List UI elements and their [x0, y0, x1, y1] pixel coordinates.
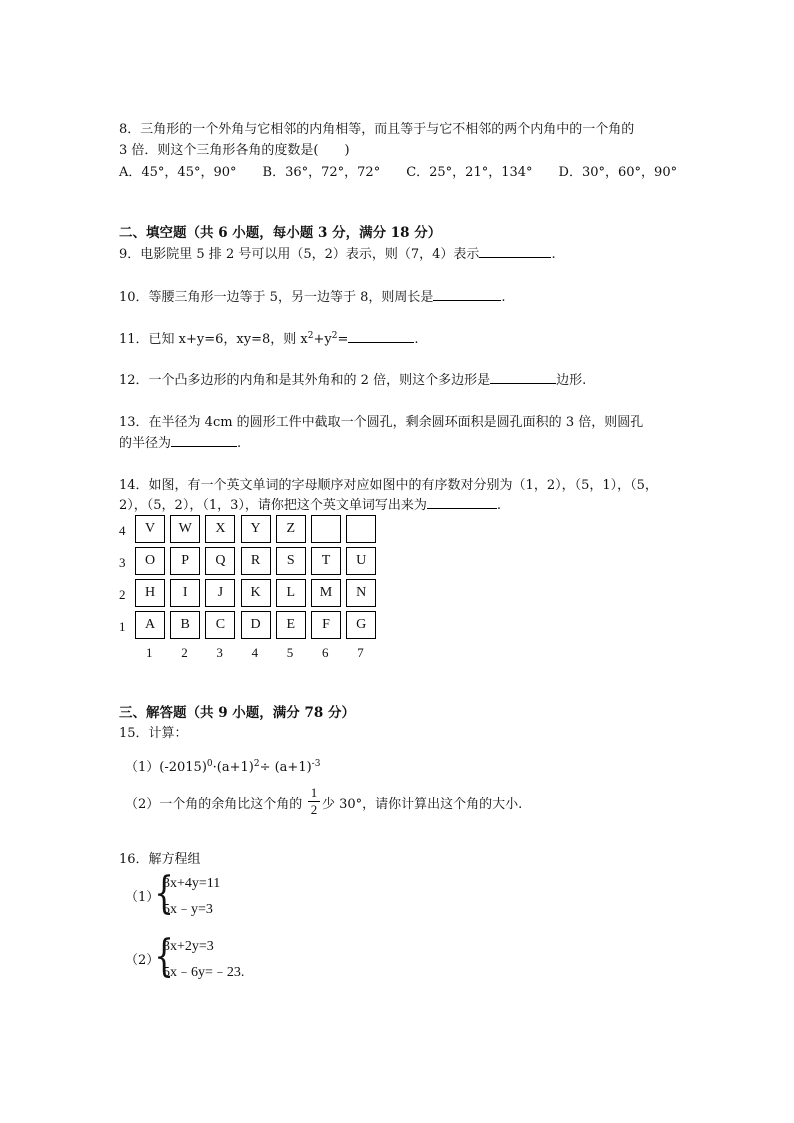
left-brace-icon: { [154, 931, 174, 982]
grid-cell: N [346, 579, 376, 607]
q15-part1 [125, 756, 320, 775]
q12-end: 边形. [556, 373, 587, 388]
q11-mid: +y [313, 332, 332, 347]
q13-answer-blank[interactable] [171, 434, 237, 447]
q16-p1-label: （1） [125, 890, 160, 905]
grid-col-label: 5 [286, 645, 294, 660]
grid-cell: X [205, 515, 235, 543]
grid-cell: F [311, 611, 341, 639]
grid-col-label: 1 [146, 645, 153, 660]
q12 [119, 369, 586, 388]
grid-col-label: 6 [322, 645, 329, 660]
grid-cell: U [346, 547, 376, 575]
grid-cell: G [346, 611, 376, 639]
q15-p1-e3: -3 [311, 759, 321, 769]
q16-title: 16．解方程组 [119, 852, 201, 867]
q14-line1: 14．如图，有一个英文单词的字母顺序对应如图中的有序数对分别为（1，2），（5，1），（5， [119, 478, 658, 493]
grid-row-label: 4 [119, 523, 126, 538]
grid-cell: P [170, 547, 200, 575]
q13-end: . [237, 436, 242, 451]
grid-cell: B [170, 611, 200, 639]
section-2-title: 二、填空题（共 6 小题，每小题 3 分，满分 18 分） [119, 225, 442, 241]
q11 [119, 328, 418, 347]
q10-end: . [501, 290, 506, 305]
q15-title: 15．计算： [119, 726, 188, 741]
fraction-denominator: 2 [310, 802, 318, 817]
q15-p1-e1: 0 [206, 759, 213, 769]
grid-row-label: 3 [119, 555, 126, 570]
q14-text: 2），（5，2），（1，3），请你把这个英文单词写出来为 [119, 498, 427, 513]
q16-p2-end: . [240, 965, 245, 980]
q15-p1-a: （1）(-2015) [125, 760, 207, 775]
q15-p1-b: ·(a+1) [212, 760, 254, 775]
grid-cell: V [135, 515, 165, 543]
grid-cell: S [276, 547, 306, 575]
q13-text: 的半径为 [119, 436, 172, 451]
grid-cell: W [170, 515, 200, 543]
grid-cell: L [276, 579, 306, 607]
q14-line2 [119, 494, 501, 513]
q9-text: 9．电影院里 5 排 2 号可以用（5，2）表示，则（7，4）表示 [119, 247, 480, 262]
q12-answer-blank[interactable] [490, 371, 556, 384]
q12-text: 12．一个凸多边形的内角和是其外角和的 2 倍，则这个多边形是 [119, 373, 491, 388]
grid-cell: Z [276, 515, 306, 543]
grid-cell: T [311, 547, 341, 575]
q16-p2-label: （2） [125, 953, 160, 968]
q8-options: A．45°，45°，90° B．36°，72°，72° C．25°，21°，134° D．30°，60°，90° [119, 165, 678, 180]
grid-cell: E [276, 611, 306, 639]
q15-p1-e2: 2 [253, 759, 260, 769]
grid-row-label: 1 [119, 619, 126, 634]
grid-cell: D [241, 611, 271, 639]
q15-p2-a: （2）一个角的余角比这个角的 [125, 797, 303, 812]
q16-p1-eq1: 3x+4y=11 [163, 876, 221, 891]
grid-cell [311, 515, 341, 543]
q13-line2 [119, 432, 241, 451]
grid-cell: J [205, 579, 235, 607]
grid-cell: A [135, 611, 165, 639]
section-3-title: 三、解答题（共 9 小题，满分 78 分） [119, 705, 355, 721]
grid-cell: Q [205, 547, 235, 575]
q11-pre: 11．已知 x+y=6，xy=8，则 x [119, 332, 308, 347]
left-brace-icon: { [154, 868, 174, 919]
q14-end: . [496, 498, 501, 513]
q16-p1-eq2: 5x﹣y=3 [163, 902, 213, 917]
q16-p2-eq2 [163, 961, 244, 981]
q11-eq: = [337, 332, 349, 347]
q11-exp2: 2 [331, 331, 338, 341]
q9-end: . [551, 247, 556, 262]
q9-answer-blank[interactable] [479, 245, 551, 258]
q11-answer-blank[interactable] [348, 330, 414, 343]
grid-cell: Y [241, 515, 271, 543]
grid-cell: K [241, 579, 271, 607]
q15-fraction [308, 786, 320, 817]
grid-col-label: 2 [181, 645, 188, 660]
grid-cell: O [135, 547, 165, 575]
q16-p2-eq2-text: 5x﹣6y=﹣23 [163, 965, 241, 980]
q10-answer-blank[interactable] [433, 288, 501, 301]
grid-cell: I [170, 579, 200, 607]
grid-cell: M [311, 579, 341, 607]
grid-cell: C [205, 611, 235, 639]
grid-cell: H [135, 579, 165, 607]
grid-col-label: 4 [251, 645, 259, 660]
q15-p2-b: 少 30°，请你计算出这个角的大小. [322, 797, 523, 812]
q11-end: . [414, 332, 419, 347]
q10 [119, 286, 506, 305]
grid-cell [346, 515, 376, 543]
grid-cell: R [241, 547, 271, 575]
grid-col-label: 7 [357, 645, 364, 660]
q10-text: 10．等腰三角形一边等于 5，另一边等于 8，则周长是 [119, 290, 434, 305]
q8-line1: 8．三角形的一个外角与它相邻的内角相等，而且等于与它不相邻的两个内角中的一个角的 [119, 122, 635, 137]
q14-answer-blank[interactable] [427, 496, 497, 509]
grid-row-label: 2 [119, 587, 126, 602]
q16-p2-eq1: 3x+2y=3 [163, 939, 214, 954]
q15-p1-c: ÷ (a+1) [259, 760, 312, 775]
fraction-numerator: 1 [310, 785, 318, 800]
q9 [119, 243, 556, 262]
q13-line1: 13．在半径为 4cm 的圆形工件中截取一个圆孔，剩余圆环面积是圆孔面积的 3 倍，则圆孔 [119, 415, 644, 430]
q11-exp1: 2 [307, 331, 314, 341]
grid-col-label: 3 [216, 645, 223, 660]
q8-line2: 3 倍．则这个三角形各角的度数是( ) [119, 143, 350, 158]
